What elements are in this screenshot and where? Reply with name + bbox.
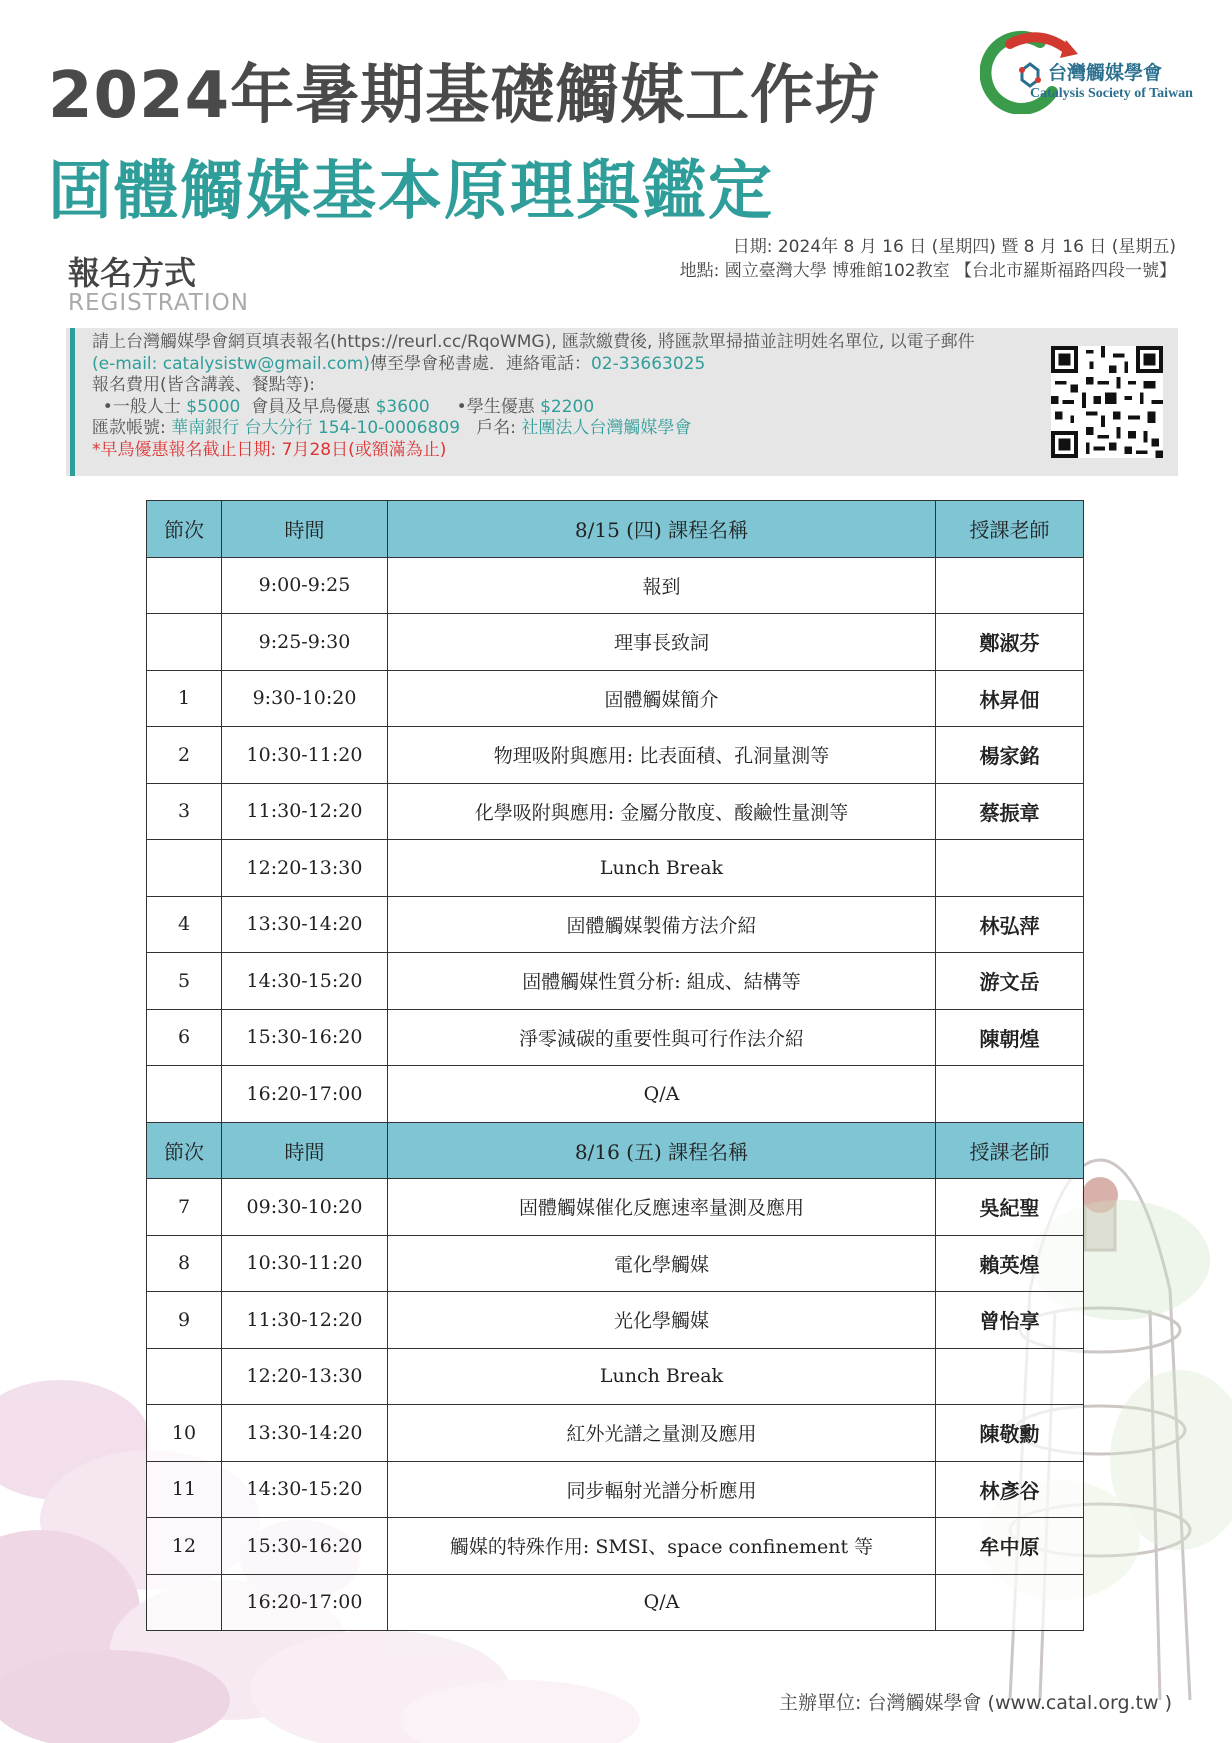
table-row: 16:20-17:00 Q/A — [147, 1574, 1084, 1631]
header-time: 時間 — [222, 501, 388, 558]
table-row: 6 15:30-16:20 淨零減碳的重要性與可行作法介紹 陳朝煌 — [147, 1009, 1084, 1066]
fee-student: $2200 — [540, 396, 595, 417]
table-row: 12:20-13:30 Lunch Break — [147, 840, 1084, 897]
header-session: 節次 — [147, 1122, 222, 1179]
organizer-footer: 主辦單位: 台灣觸媒學會 (www.catal.org.tw ) — [779, 1692, 1172, 1714]
table-row: 9:25-9:30 理事長致詞 鄭淑芬 — [147, 614, 1084, 671]
table-row: 1 9:30-10:20 固體觸媒簡介 林昇佃 — [147, 670, 1084, 727]
table-row: 12 15:30-16:20 觸媒的特殊作用: SMSI、space confinement 等 牟中原 — [147, 1518, 1084, 1575]
day1-header-row — [147, 501, 1084, 558]
qr-code[interactable] — [1051, 346, 1163, 458]
info-line-1: 請上台灣觸媒學會網頁填表報名(https://reurl.cc/RqoWMG), 匯款繳費後, 將匯款單掃描並註明姓名單位, 以電子郵件 — [92, 332, 975, 352]
table-row: 16:20-17:00 Q/A — [147, 1066, 1084, 1123]
header-session: 節次 — [147, 501, 222, 558]
table-row: 8 10:30-11:20 電化學觸媒 賴英煌 — [147, 1235, 1084, 1292]
header-teacher: 授課老師 — [936, 501, 1084, 558]
account-line: 匯款帳號: 華南銀行 台大分行 154-10-0006809 戶名: 社團法人台灣觸媒學會 — [92, 418, 692, 438]
header-course: 8/16 (五) 課程名稱 — [388, 1122, 936, 1179]
table-row: 10 13:30-14:20 紅外光譜之量測及應用 陳敬勳 — [147, 1405, 1084, 1462]
event-venue: 地點: 國立臺灣大學 博雅館102教室 【台北市羅斯福路四段一號】 — [679, 261, 1176, 281]
fee-title: 報名費用(皆含講義、餐點等): — [92, 375, 315, 395]
table-row: 9:00-9:25 報到 — [147, 557, 1084, 614]
contact-phone: 02-33663025 — [590, 353, 706, 374]
page-subtitle: 固體觸媒基本原理與鑑定 — [48, 155, 774, 229]
registration-info-text — [92, 332, 975, 461]
registration-title: 報名方式 — [68, 254, 197, 292]
header-time: 時間 — [222, 1122, 388, 1179]
info-accent-bar — [70, 328, 75, 476]
table-row: 11 14:30-15:20 同步輻射光譜分析應用 林彥谷 — [147, 1461, 1084, 1518]
page-title: 2024年暑期基礎觸媒工作坊 — [48, 59, 881, 133]
header-teacher: 授課老師 — [936, 1122, 1084, 1179]
table-row: 4 13:30-14:20 固體觸媒製備方法介紹 林弘萍 — [147, 896, 1084, 953]
header-course: 8/15 (四) 課程名稱 — [388, 501, 936, 558]
event-date: 日期: 2024年 8 月 16 日 (星期四) 暨 8 月 16 日 (星期五) — [732, 237, 1176, 257]
table-row: 5 14:30-15:20 固體觸媒性質分析: 組成、結構等 游文岳 — [147, 953, 1084, 1010]
day2-header-row — [147, 1122, 1084, 1179]
early-bird-deadline: *早鳥優惠報名截止日期: 7月28日(或額滿為止) — [92, 439, 447, 460]
fee-line: •一般人士 $5000 會員及早鳥優惠 $3600 •學生優惠 $2200 — [92, 396, 595, 417]
contact-email[interactable]: (e-mail: catalysistw@gmail.com) — [92, 353, 370, 374]
fee-general: $5000 — [186, 396, 241, 417]
schedule-table — [146, 500, 1084, 1631]
registration-subtitle: REGISTRATION — [68, 290, 249, 316]
fee-member: $3600 — [375, 396, 430, 417]
table-row: 12:20-13:30 Lunch Break — [147, 1348, 1084, 1405]
account-name: 社團法人台灣觸媒學會 — [521, 418, 692, 438]
table-row: 2 10:30-11:20 物理吸附與應用: 比表面積、孔洞量測等 楊家銘 — [147, 727, 1084, 784]
table-row: 3 11:30-12:20 化學吸附與應用: 金屬分散度、酸鹼性量測等 蔡振章 — [147, 783, 1084, 840]
info-line-2: (e-mail: catalysistw@gmail.com)傳至學會秘書處．連絡電話：02-33663025 — [92, 353, 706, 374]
table-row: 9 11:30-12:20 光化學觸媒 曾怡享 — [147, 1292, 1084, 1349]
logo-name-en: Catalysis Society of Taiwan — [1030, 86, 1193, 101]
table-row: 7 09:30-10:20 固體觸媒催化反應速率量測及應用 吳紀聖 — [147, 1179, 1084, 1236]
bank-account: 華南銀行 台大分行 154-10-0006809 — [171, 418, 461, 438]
logo-name-cn: 台灣觸媒學會 — [1048, 62, 1163, 84]
